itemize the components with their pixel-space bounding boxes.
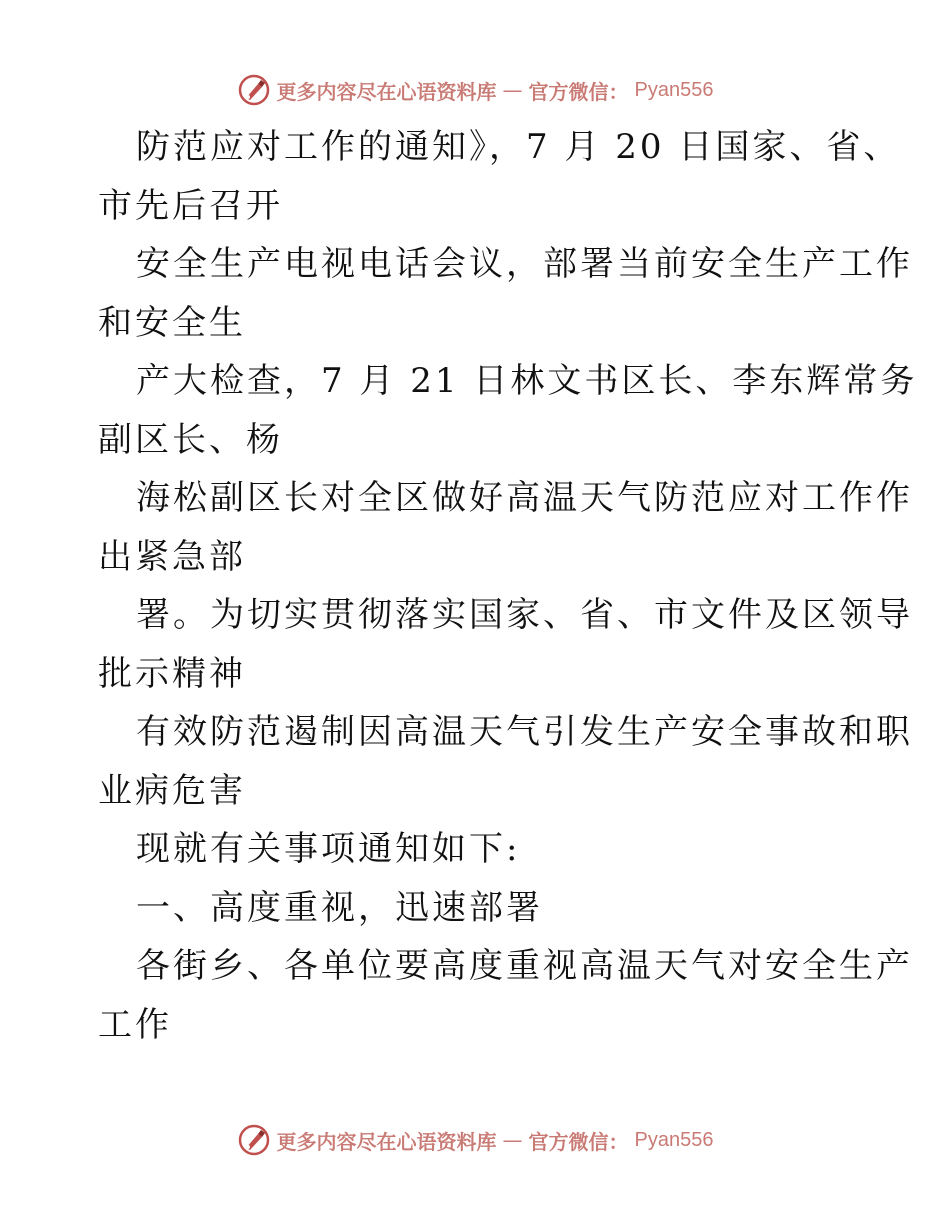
section-heading: 一、高度重视，迅速部署 — [136, 887, 543, 928]
body-line: 安全生产电视电话会议，部署当前安全生产工作 — [136, 244, 913, 284]
watermark-separator: — — [502, 1128, 523, 1152]
body-line: 出紧急部 — [98, 536, 246, 577]
body-line: 和安全生 — [98, 302, 246, 343]
body-line: 工作 — [98, 1004, 172, 1045]
watermark-label: 官方微信： — [528, 1129, 629, 1154]
body-line: 副区长、杨 — [98, 419, 283, 460]
watermark-site: 更多内容尽在心语资料库 — [276, 79, 497, 104]
body-line: 有效防范遏制因高温天气引发生产安全事故和职 — [136, 712, 913, 752]
watermark-account: Pyan556 — [634, 1128, 714, 1151]
watermark-account: Pyan556 — [634, 78, 714, 101]
body-line: 各街乡、各单位要高度重视高温天气对安全生产 — [136, 946, 913, 986]
seal-pen-icon — [237, 1123, 271, 1157]
body-line: 防范应对工作的通知》，7 月 20 日国家、省、 — [136, 127, 901, 167]
body-line: 产大检查，7 月 21 日林文书区长、李东辉常务 — [136, 361, 918, 401]
body-line: 署。为切实贯彻落实国家、省、市文件及区领导 — [136, 595, 913, 635]
seal-pen-icon — [237, 73, 271, 107]
document-body — [98, 118, 918, 1054]
body-line: 市先后召开 — [98, 185, 283, 226]
footer-watermark — [0, 1120, 950, 1160]
watermark-site: 更多内容尽在心语资料库 — [276, 1129, 497, 1154]
body-line: 现就有关事项通知如下: — [136, 829, 521, 869]
body-line: 业病危害 — [98, 770, 246, 811]
body-line: 海松副区长对全区做好高温天气防范应对工作作 — [136, 478, 913, 518]
watermark-separator: — — [502, 78, 523, 102]
body-line: 批示精神 — [98, 653, 246, 694]
watermark-label: 官方微信： — [528, 79, 629, 104]
header-watermark — [0, 70, 950, 110]
